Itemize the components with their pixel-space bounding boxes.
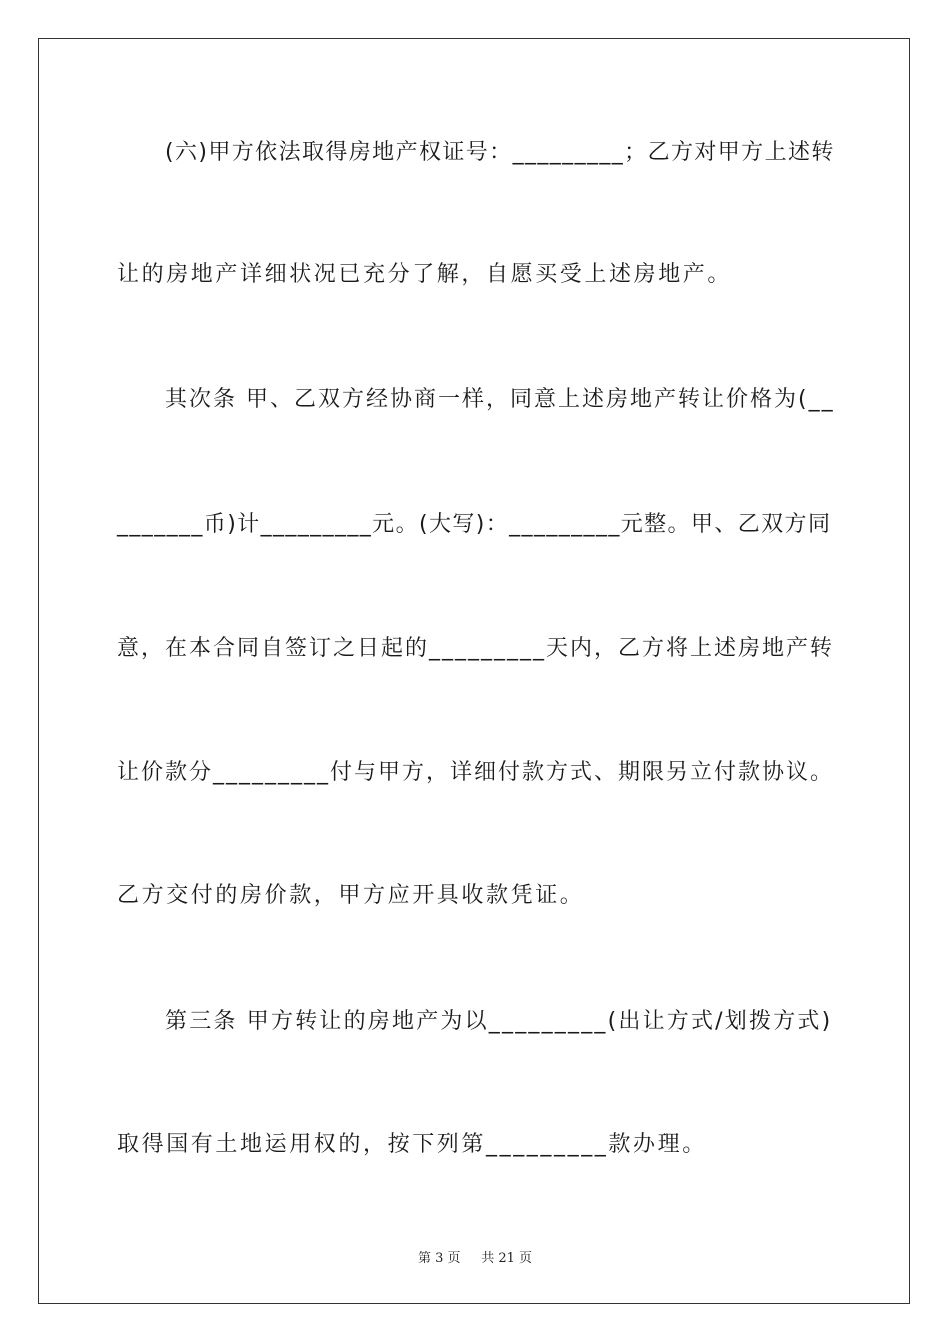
paragraph-line-2: 让的房地产详细状况已充分了解，自愿买受上述房地产。: [117, 262, 733, 287]
paragraph-line-8: 第三条 甲方转让的房地产为以_________(出让方式/划拨方式): [165, 1009, 833, 1034]
paragraph-line-4: _______币)计_________元。(大写)：_________元整。甲、乙双方同: [117, 512, 832, 537]
paragraph-line-5: 意，在本合同自签订之日起的_________天内，乙方将上述房地产转: [117, 636, 835, 661]
paragraph-line-7: 乙方交付的房价款，甲方应开具收款凭证。: [117, 883, 585, 908]
total-pages: 共 21 页: [481, 1251, 533, 1266]
page-footer: [0, 1247, 950, 1266]
page-frame: [38, 38, 910, 1304]
paragraph-line-9: 取得国有土地运用权的，按下列第_________款办理。: [117, 1132, 707, 1157]
paragraph-line-3: 其次条 甲、乙双方经协商一样，同意上述房地产转让价格为(__: [165, 387, 835, 412]
page-number: 第 3 页: [417, 1251, 461, 1266]
paragraph-line-1: (六)甲方依法取得房地产权证号：_________；乙方对甲方上述转: [165, 140, 835, 165]
paragraph-line-6: 让价款分_________付与甲方，详细付款方式、期限另立付款协议。: [117, 760, 835, 785]
